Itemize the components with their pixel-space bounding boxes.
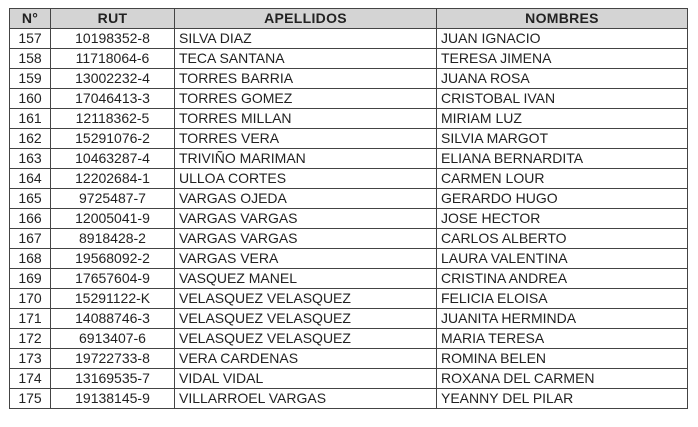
cell-nombres: JUANITA HERMINDA	[437, 309, 688, 329]
table-row	[10, 189, 688, 209]
cell-rut: 17046413-3	[51, 89, 175, 109]
cell-nombres: JUAN IGNACIO	[437, 29, 688, 49]
cell-num: 169	[10, 269, 51, 289]
table-body	[10, 29, 688, 409]
table-row	[10, 329, 688, 349]
column-header-apellidos: APELLIDOS	[175, 9, 437, 29]
cell-rut: 10198352-8	[51, 29, 175, 49]
cell-nombres: MIRIAM LUZ	[437, 109, 688, 129]
cell-nombres: CRISTOBAL IVAN	[437, 89, 688, 109]
cell-num: 158	[10, 49, 51, 69]
cell-num: 174	[10, 369, 51, 389]
cell-apellidos: VELASQUEZ VELASQUEZ	[175, 289, 437, 309]
table-row	[10, 109, 688, 129]
cell-rut: 19568092-2	[51, 249, 175, 269]
cell-num: 164	[10, 169, 51, 189]
table-row	[10, 169, 688, 189]
cell-apellidos: VERA CARDENAS	[175, 349, 437, 369]
cell-apellidos: VASQUEZ MANEL	[175, 269, 437, 289]
cell-num: 166	[10, 209, 51, 229]
cell-rut: 12202684-1	[51, 169, 175, 189]
cell-apellidos: VIDAL VIDAL	[175, 369, 437, 389]
cell-num: 157	[10, 29, 51, 49]
cell-num: 160	[10, 89, 51, 109]
column-header-nombres: NOMBRES	[437, 9, 688, 29]
table-row	[10, 29, 688, 49]
cell-rut: 13169535-7	[51, 369, 175, 389]
table-row	[10, 129, 688, 149]
cell-num: 165	[10, 189, 51, 209]
table-row	[10, 229, 688, 249]
cell-nombres: JOSE HECTOR	[437, 209, 688, 229]
table-row	[10, 269, 688, 289]
cell-num: 170	[10, 289, 51, 309]
cell-apellidos: SILVA DIAZ	[175, 29, 437, 49]
cell-rut: 12118362-5	[51, 109, 175, 129]
cell-nombres: ELIANA BERNARDITA	[437, 149, 688, 169]
table-row	[10, 309, 688, 329]
cell-apellidos: TORRES GOMEZ	[175, 89, 437, 109]
cell-rut: 19722733-8	[51, 349, 175, 369]
cell-nombres: GERARDO HUGO	[437, 189, 688, 209]
cell-rut: 15291122-K	[51, 289, 175, 309]
column-header-rut: RUT	[51, 9, 175, 29]
cell-rut: 19138145-9	[51, 389, 175, 409]
cell-num: 162	[10, 129, 51, 149]
cell-nombres: CRISTINA ANDREA	[437, 269, 688, 289]
cell-rut: 14088746-3	[51, 309, 175, 329]
cell-apellidos: TORRES VERA	[175, 129, 437, 149]
table-header	[10, 9, 688, 29]
table-row	[10, 209, 688, 229]
cell-nombres: MARIA TERESA	[437, 329, 688, 349]
cell-nombres: JUANA ROSA	[437, 69, 688, 89]
cell-rut: 12005041-9	[51, 209, 175, 229]
cell-nombres: TERESA JIMENA	[437, 49, 688, 69]
cell-apellidos: ULLOA CORTES	[175, 169, 437, 189]
cell-rut: 6913407-6	[51, 329, 175, 349]
cell-rut: 13002232-4	[51, 69, 175, 89]
table-row	[10, 289, 688, 309]
cell-num: 161	[10, 109, 51, 129]
cell-apellidos: TORRES MILLAN	[175, 109, 437, 129]
cell-nombres: CARLOS ALBERTO	[437, 229, 688, 249]
cell-nombres: SILVIA MARGOT	[437, 129, 688, 149]
cell-rut: 9725487-7	[51, 189, 175, 209]
cell-rut: 8918428-2	[51, 229, 175, 249]
cell-nombres: ROMINA BELEN	[437, 349, 688, 369]
header-row	[10, 9, 688, 29]
cell-apellidos: TORRES BARRIA	[175, 69, 437, 89]
cell-num: 163	[10, 149, 51, 169]
cell-nombres: CARMEN LOUR	[437, 169, 688, 189]
cell-apellidos: VARGAS OJEDA	[175, 189, 437, 209]
cell-apellidos: VARGAS VARGAS	[175, 229, 437, 249]
cell-apellidos: VARGAS VERA	[175, 249, 437, 269]
cell-rut: 10463287-4	[51, 149, 175, 169]
cell-rut: 11718064-6	[51, 49, 175, 69]
cell-apellidos: VARGAS VARGAS	[175, 209, 437, 229]
beneficiaries-table	[9, 8, 688, 409]
table-row	[10, 69, 688, 89]
cell-num: 168	[10, 249, 51, 269]
cell-apellidos: VILLARROEL VARGAS	[175, 389, 437, 409]
table-row	[10, 149, 688, 169]
cell-apellidos: TRIVIÑO MARIMAN	[175, 149, 437, 169]
cell-num: 173	[10, 349, 51, 369]
cell-nombres: YEANNY DEL PILAR	[437, 389, 688, 409]
cell-num: 172	[10, 329, 51, 349]
cell-num: 175	[10, 389, 51, 409]
cell-nombres: LAURA VALENTINA	[437, 249, 688, 269]
cell-rut: 15291076-2	[51, 129, 175, 149]
table-row	[10, 349, 688, 369]
cell-num: 167	[10, 229, 51, 249]
table-row	[10, 49, 688, 69]
cell-apellidos: TECA SANTANA	[175, 49, 437, 69]
table-row	[10, 389, 688, 409]
table-row	[10, 249, 688, 269]
table-row	[10, 89, 688, 109]
cell-apellidos: VELASQUEZ VELASQUEZ	[175, 309, 437, 329]
cell-nombres: ROXANA DEL CARMEN	[437, 369, 688, 389]
cell-num: 171	[10, 309, 51, 329]
cell-rut: 17657604-9	[51, 269, 175, 289]
table-row	[10, 369, 688, 389]
cell-apellidos: VELASQUEZ VELASQUEZ	[175, 329, 437, 349]
cell-nombres: FELICIA ELOISA	[437, 289, 688, 309]
column-header-num: N°	[10, 9, 51, 29]
cell-num: 159	[10, 69, 51, 89]
